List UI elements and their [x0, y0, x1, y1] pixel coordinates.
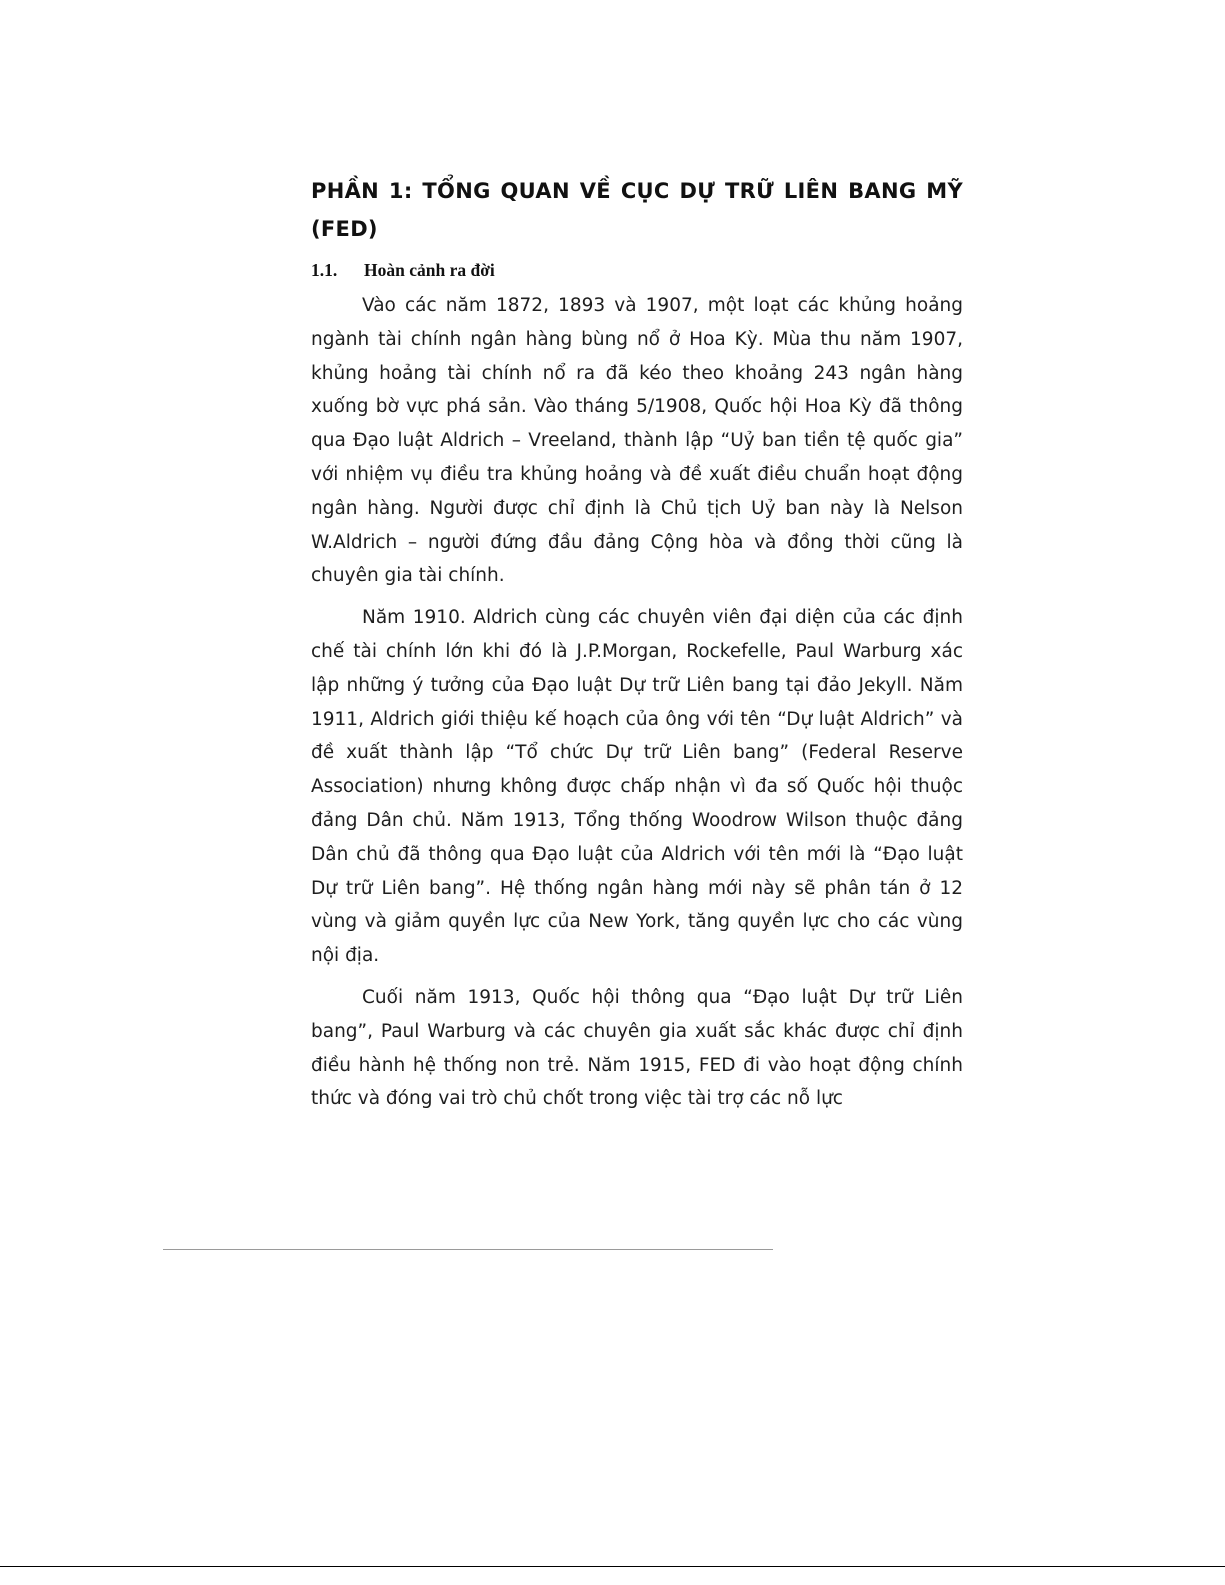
part-title: PHẦN 1: TỔNG QUAN VỀ CỤC DỰ TRỮ LIÊN BANG MỸ (FED) [311, 179, 963, 241]
section-number: 1.1. [311, 260, 338, 280]
section-title: Hoàn cảnh ra đời [364, 260, 495, 280]
footnote-separator-line [163, 1249, 773, 1250]
paragraph-3: Cuối năm 1913, Quốc hội thông qua “Đạo luật Dự trữ Liên bang”, Paul Warburg và các chuyên gia xuất sắc khác được chỉ định điều hành hệ thống non trẻ. Năm 1915, FED đi vào hoạt động chính thức và đóng vai trò chủ chốt trong việc tài trợ các nỗ lực [311, 986, 963, 1110]
paragraph-2: Năm 1910. Aldrich cùng các chuyên viên đại diện của các định chế tài chính lớn khi đó là J.P.Morgan, Rockefelle, Paul Warburg xác lập những ý tưởng của Đạo luật Dự trữ Liên bang tại đảo Jekyll. Năm 1911, Aldrich giới thiệu kế hoạch của ông với tên “Dự luật Aldrich” và đề xuất thành lập “Tổ chức Dự trữ Liên bang” (Federal Reserve Association) nhưng không được chấp nhận vì đa số Quốc hội thuộc đảng Dân chủ. Năm 1913, Tổng thống Woodrow Wilson thuộc đảng Dân chủ đã thông qua Đạo luật của Aldrich với tên mới là “Đạo luật Dự trữ Liên bang”. Hệ thống ngân hàng mới này sẽ phân tán ở 12 vùng và giảm quyền lực của New York, tăng quyền lực cho các vùng nội địa. [311, 607, 963, 967]
section-heading [311, 260, 963, 281]
page-bottom-border [0, 1566, 1225, 1567]
paragraph-1: Vào các năm 1872, 1893 và 1907, một loạt các khủng hoảng ngành tài chính ngân hàng bùng nổ ở Hoa Kỳ. Mùa thu năm 1907, khủng hoảng tài chính nổ ra đã kéo theo khoảng 243 ngân hàng xuống bờ vực phá sản. Vào tháng 5/1908, Quốc hội Hoa Kỳ đã thông qua Đạo luật Aldrich – Vreeland, thành lập “Uỷ ban tiền tệ quốc gia” với nhiệm vụ điều tra khủng hoảng và đề xuất điều chuẩn hoạt động ngân hàng. Người được chỉ định là Chủ tịch Uỷ ban này là Nelson W.Aldrich – người đứng đầu đảng Cộng hòa và đồng thời cũng là chuyên gia tài chính. [311, 295, 963, 587]
page-content [311, 172, 963, 1124]
